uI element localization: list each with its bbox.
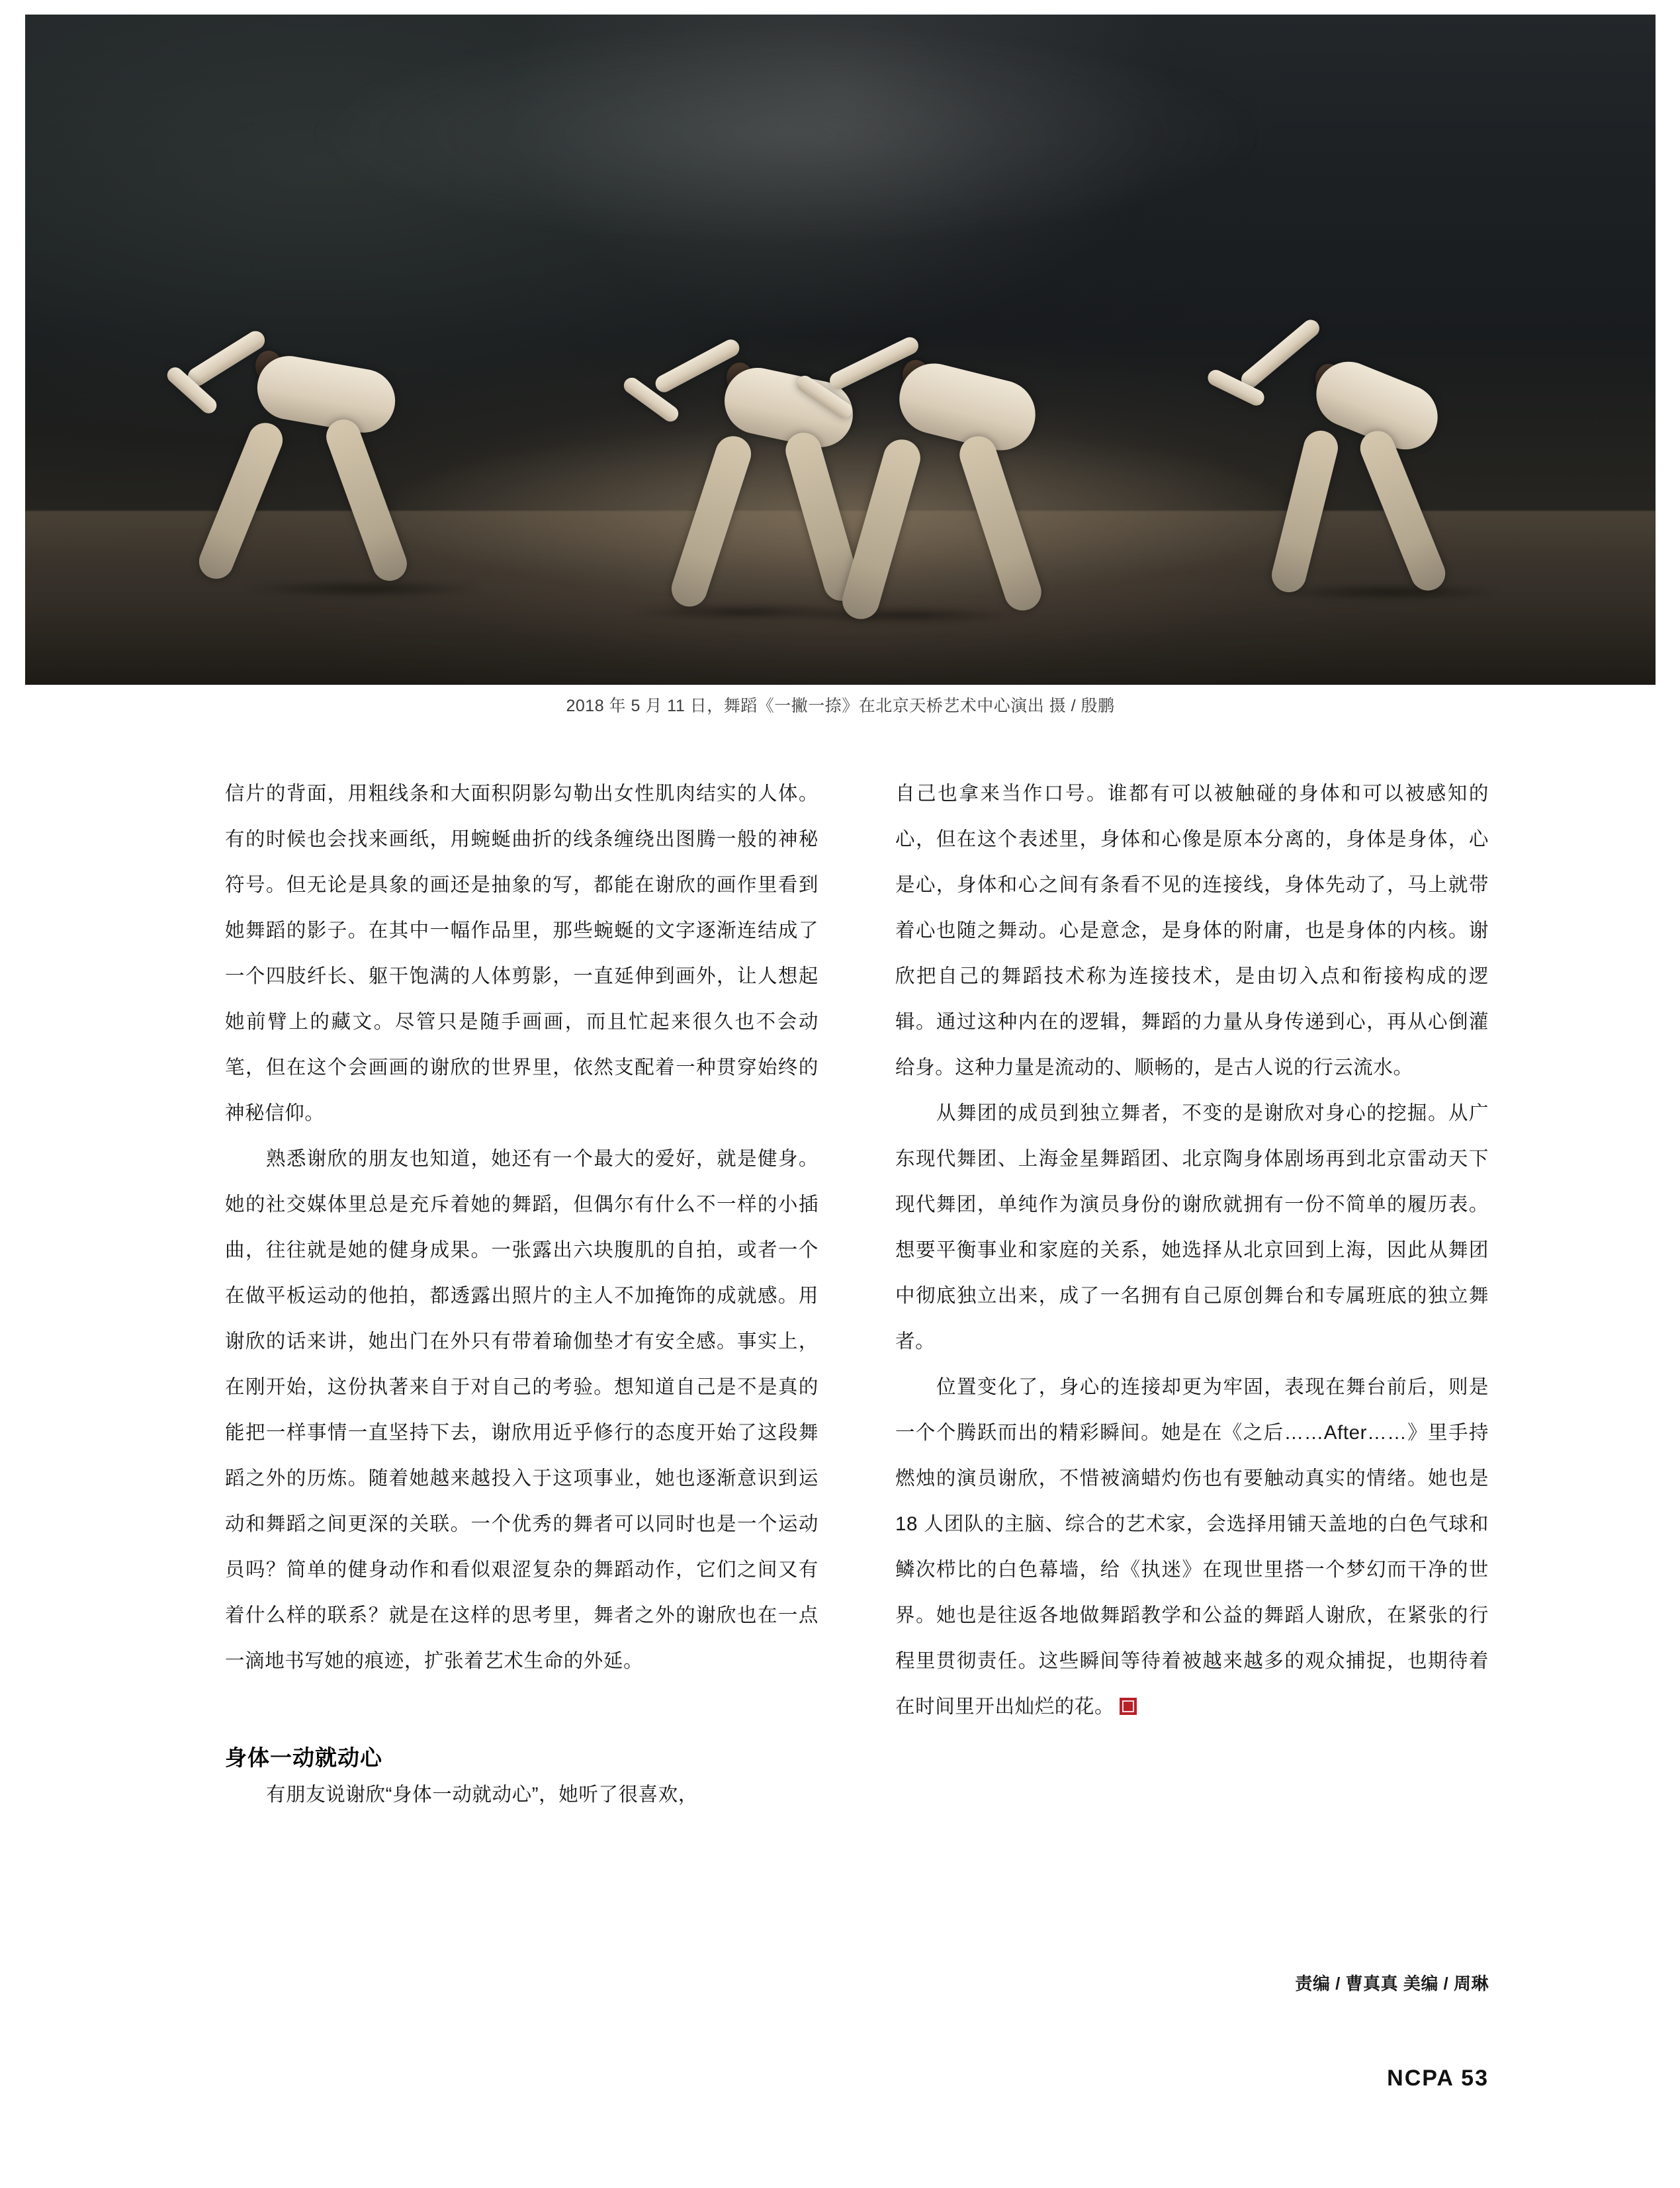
paragraph: 熟悉谢欣的朋友也知道，她还有一个最大的爱好，就是健身。她的社交媒体里总是充斥着她的舞蹈，但偶尔有什么不一样的小插曲，往往就是她的健身成果。一张露出六块腹肌的自拍，或者一个在做平板运动的他拍，都透露出照片的主人不加掩饰的成就感。用谢欣的话来讲，她出门在外只有带着瑜伽垫才有安全感。事实上，在刚开始，这份执著来自于对自己的考验。想知道自己是不是真的能把一样事情一直坚持下去，谢欣用近乎修行的态度开始了这段舞蹈之外的历炼。随着她越来越投入于这项事业，她也逐渐意识到运动和舞蹈之间更深的关联。一个优秀的舞者可以同时也是一个运动员吗？简单的健身动作和看似艰涩复杂的舞蹈动作，它们之间又有着什么样的联系？就是在这样的思考里，舞者之外的谢欣也在一点一滴地书写她的痕迹，扩张着艺术生命的外延。 <box>225 1148 818 1672</box>
dancer-leg-back <box>322 415 412 586</box>
dancer-torso <box>252 351 400 437</box>
paragraph: 自己也拿来当作口号。谁都有可以被触碰的身体和可以被感知的心，但在这个表述里，身体和心像是原本分离的，身体是身体，心是心，身体和心之间有条看不见的连接线，身体先动了，马上就带着心也随之舞动。心是意念，是身体的附庸，也是身体的内核。谢欣把自己的舞蹈技术称为连接技术，是由切入点和衔接构成的逻辑。通过这种内在的逻辑，舞蹈的力量从身传递到心，再从心倒灌给身。这种力量是流动的、顺畅的，是古人说的行云流水。 <box>895 783 1489 1078</box>
dancer-leg-back <box>1355 426 1450 596</box>
photo-caption: 2018 年 5 月 11 日，舞蹈《一撇一捺》在北京天桥艺术中心演出 摄 / 殷鹏 <box>566 697 1115 715</box>
dancer-arm-upper <box>185 328 269 390</box>
article-body <box>225 771 1489 1817</box>
dancer-arm-upper <box>1238 316 1323 392</box>
dancer-right <box>1150 339 1507 603</box>
paragraph: 有朋友说谢欣“身体一动就动心”，她听了很喜欢， <box>266 1784 698 1806</box>
paragraph: 信片的背面，用粗线条和大面积阴影勾勒出女性肌肉结实的人体。有的时候也会找来画纸，用蜿蜒曲折的线条缠绕出图腾一般的神秘符号。但无论是具象的画还是抽象的写，都能在谢欣的画作里看到她舞蹈的影子。在其中一幅作品里，那些蜿蜒的文字逐渐连结成了一个四肢纤长、躯干饱满的人体剪影，一直延伸到画外，让人想起她前臂上的藏文。尽管只是随手画画，而且忙起来很久也不会动笔，但在这个会画画的谢欣的世界里，依然支配着一种贯穿始终的神秘信仰。 <box>225 783 818 1124</box>
paragraph: 从舞团的成员到独立舞者，不变的是谢欣对身心的挖掘。从广东现代舞团、上海金星舞蹈团、北京陶身体剧场再到北京雷动天下现代舞团，单纯作为演员身份的谢欣就拥有一份不简单的履历表。想要平衡事业和家庭的关系，她选择从北京回到上海，因此从舞团中彻底独立出来，成了一名拥有自己原创舞台和专属班底的独立舞者。 <box>895 1102 1489 1352</box>
section-subhead: 身体一动就动心 <box>225 1745 382 1770</box>
paragraph <box>895 1364 1489 1729</box>
stage-haze <box>155 28 1525 296</box>
dancer-leg-back <box>955 431 1046 615</box>
dance-performance-photo <box>25 15 1656 685</box>
left-column <box>225 771 818 1817</box>
dancer-leg-front <box>1268 427 1342 595</box>
dancer-leg-front <box>838 435 924 624</box>
dancer-leg-front <box>194 417 288 584</box>
paragraph-text: 位置变化了，身心的连接却更为牢固，表现在舞台前后，则是一个个腾跃而出的精彩瞬间。她是在《之后……After……》里手持燃烛的演员谢欣，不惜被滴蜡灼伤也有要触动真实的情绪。她也是 18 人团队的主脑、综合的艺术家，会选择用铺天盖地的白色气球和鳞次栉比的白色幕墙，给《执迷》在现世里搭一个梦幻而干净的世界。她也是往返各地做舞蹈教学和公益的舞蹈人谢欣，在紧张的行程里贯彻责任。这些瞬间等待着被越来越多的观众捕捉，也期待着在时间里开出灿烂的花。 <box>895 1376 1489 1718</box>
end-of-article-mark <box>1120 1698 1137 1715</box>
right-column <box>895 771 1489 1817</box>
dancer-middle-right <box>746 345 1090 630</box>
photo-background <box>25 15 1656 685</box>
page-folio: NCPA 53 <box>1387 2066 1489 2091</box>
editor-credits: 责编 / 曹真真 美编 / 周琳 <box>1295 1974 1489 1993</box>
dancer-left <box>157 339 502 603</box>
dancer-leg-front <box>667 431 756 611</box>
